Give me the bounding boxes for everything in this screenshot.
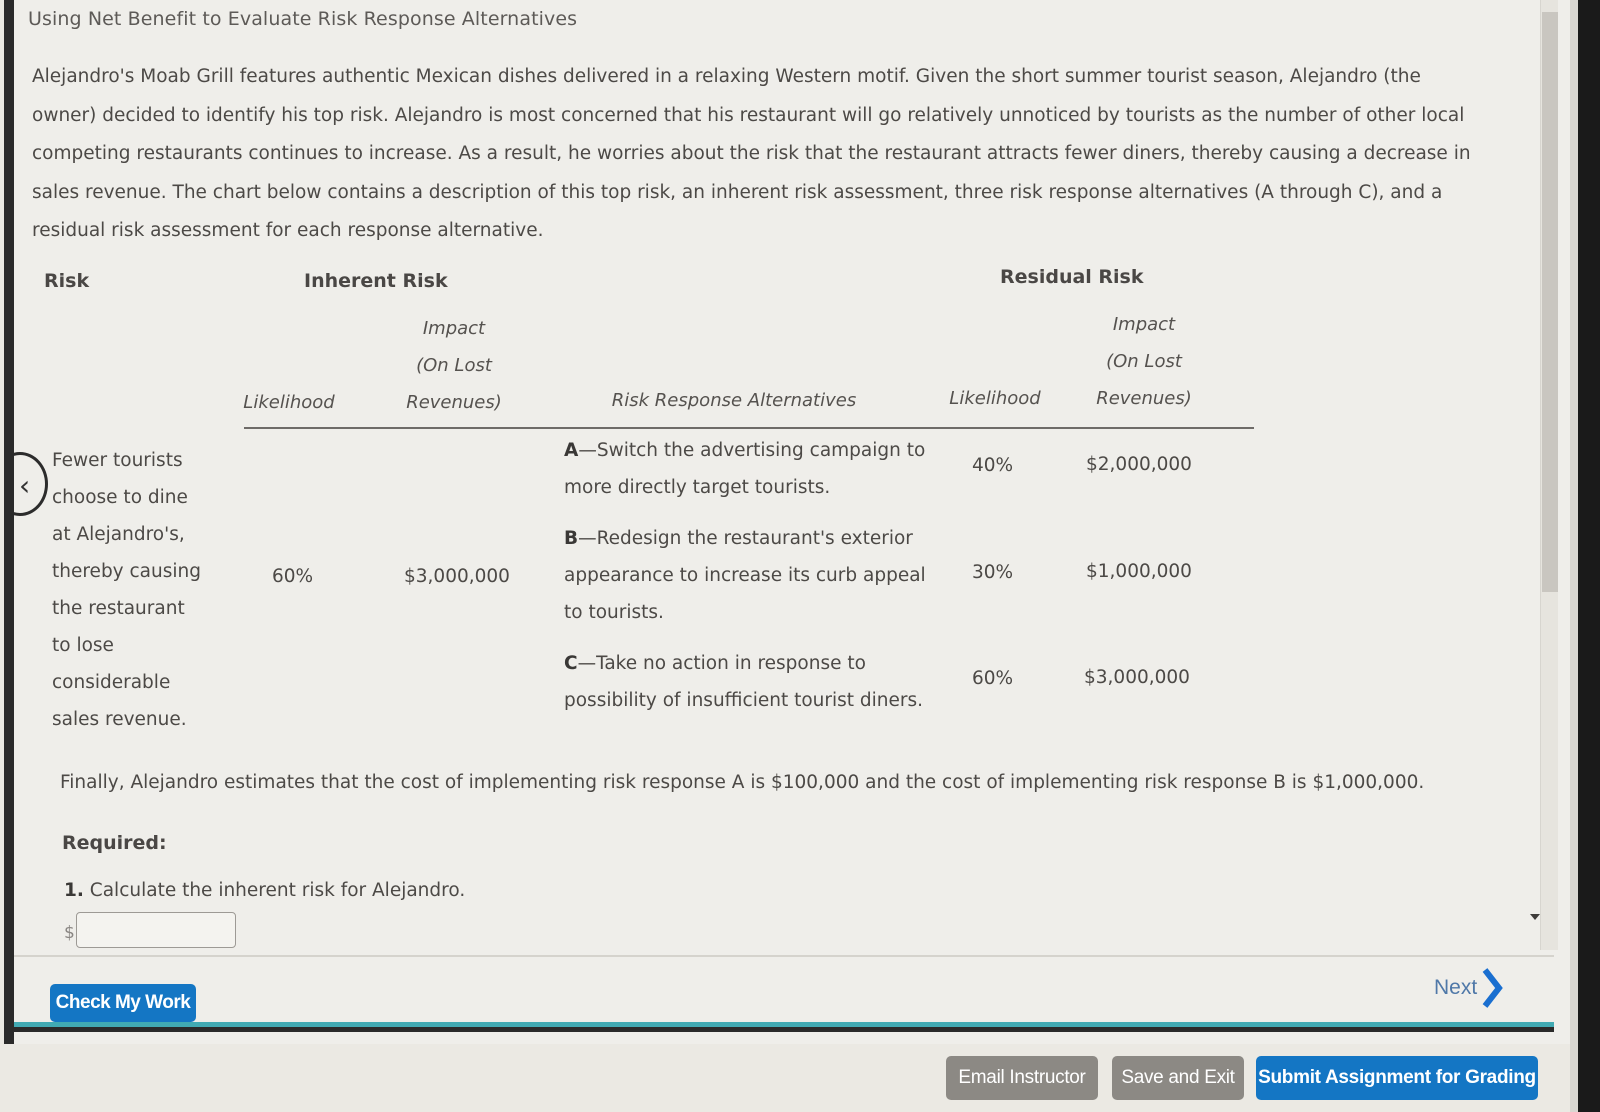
alt-text: Switch the advertising campaign to bbox=[596, 440, 926, 461]
question-number: 1. bbox=[64, 880, 84, 901]
header-residual-risk: Residual Risk bbox=[1000, 266, 1144, 288]
header-residual-impact bbox=[1084, 306, 1204, 417]
inherent-risk-answer-input[interactable] bbox=[76, 912, 236, 948]
submit-assignment-button[interactable]: Submit Assignment for Grading bbox=[1256, 1056, 1538, 1100]
header-text: Impact bbox=[422, 318, 486, 339]
next-button[interactable] bbox=[1434, 968, 1503, 1008]
risk-line: thereby causing bbox=[52, 561, 201, 582]
risk-line: choose to dine bbox=[52, 487, 188, 508]
question-1 bbox=[64, 880, 465, 901]
scrollbar-thumb[interactable] bbox=[1542, 12, 1558, 592]
alt-line: more directly target tourists. bbox=[564, 477, 831, 498]
alt-dash: — bbox=[577, 653, 597, 674]
next-label: Next bbox=[1434, 976, 1478, 999]
header-text: Revenues) bbox=[1096, 388, 1192, 409]
screen-bezel-left bbox=[0, 0, 14, 1062]
alt-dash: — bbox=[578, 440, 597, 461]
alt-c-impact: $3,000,000 bbox=[1084, 667, 1190, 688]
risk-line: considerable bbox=[52, 672, 171, 693]
intro-line: Alejandro's Moab Grill features authentic Mexican dishes delivered in a relaxing Western motif. Given the short summer tourist season, Alejandro (the bbox=[32, 66, 1421, 87]
problem-scroll-pane bbox=[14, 0, 1554, 956]
alt-letter: A bbox=[564, 440, 579, 461]
pane-divider bbox=[14, 955, 1554, 957]
risk-line: Fewer tourists bbox=[52, 450, 183, 471]
previous-button[interactable] bbox=[14, 452, 48, 516]
alt-line bbox=[564, 432, 944, 469]
intro-line: residual risk assessment for each response alternative. bbox=[32, 220, 544, 241]
alt-text: Take no action in response to bbox=[596, 653, 866, 674]
alt-c-likelihood: 60% bbox=[972, 668, 1014, 689]
risk-line: at Alejandro's, bbox=[52, 524, 185, 545]
footer-accent-bar bbox=[14, 1022, 1554, 1032]
alt-line bbox=[564, 520, 944, 557]
alt-dash: — bbox=[578, 528, 597, 549]
inherent-impact-value: $3,000,000 bbox=[404, 566, 510, 587]
alt-line: possibility of insufficient tourist diners. bbox=[564, 690, 924, 711]
alternative-c bbox=[564, 645, 944, 719]
header-divider bbox=[244, 427, 1254, 429]
alt-text: Redesign the restaurant's exterior bbox=[596, 528, 913, 549]
alt-b-impact: $1,000,000 bbox=[1086, 561, 1192, 582]
header-alternatives: Risk Response Alternatives bbox=[611, 390, 857, 411]
header-inherent-likelihood: Likelihood bbox=[243, 392, 335, 413]
risk-line: sales revenue. bbox=[52, 709, 187, 730]
intro-line: competing restaurants continues to increase. As a result, he worries about the risk that the restaurant attracts fewer diners, thereby causing a decrease in bbox=[32, 143, 1471, 164]
header-residual-likelihood: Likelihood bbox=[949, 388, 1041, 409]
header-text: Revenues) bbox=[406, 392, 502, 413]
header-inherent-impact bbox=[394, 310, 514, 421]
problem-intro bbox=[32, 58, 1532, 251]
risk-line: to lose bbox=[52, 635, 114, 656]
risk-line: the restaurant bbox=[52, 598, 185, 619]
scroll-down-arrow-icon[interactable] bbox=[1530, 914, 1540, 920]
alt-a-likelihood: 40% bbox=[972, 455, 1014, 476]
alternative-b bbox=[564, 520, 944, 631]
question-text: Calculate the inherent risk for Alejandro. bbox=[89, 880, 466, 901]
page-title: Using Net Benefit to Evaluate Risk Response Alternatives bbox=[28, 8, 578, 30]
currency-prefix: $ bbox=[64, 923, 75, 943]
alt-line: to tourists. bbox=[564, 602, 664, 623]
screen-bezel-right bbox=[1570, 0, 1600, 1112]
intro-line: sales revenue. The chart below contains a description of this top risk, an inherent risk assessment, three risk response alternatives (A through C), and a bbox=[32, 181, 1443, 203]
header-text: (On Lost bbox=[1106, 351, 1182, 372]
check-my-work-button[interactable]: Check My Work bbox=[50, 984, 196, 1022]
alternative-a bbox=[564, 432, 944, 506]
header-risk: Risk bbox=[44, 270, 90, 292]
save-and-exit-button[interactable]: Save and Exit bbox=[1112, 1056, 1244, 1100]
header-text: (On Lost bbox=[416, 355, 492, 376]
alt-letter: B bbox=[564, 528, 579, 549]
cost-statement: Finally, Alejandro estimates that the cost of implementing risk response A is $100,000 and the cost of implementing risk response B is $1,000,000. bbox=[60, 772, 1425, 793]
chevron-left-icon: ‹ bbox=[19, 469, 31, 502]
chevron-right-icon bbox=[1481, 968, 1503, 1008]
risk-description bbox=[52, 442, 232, 738]
alt-b-likelihood: 30% bbox=[972, 562, 1014, 583]
alt-line bbox=[564, 645, 944, 682]
alt-a-impact: $2,000,000 bbox=[1086, 454, 1192, 475]
required-label: Required: bbox=[62, 832, 167, 854]
intro-line: owner) decided to identify his top risk. Alejandro is most concerned that his restaurant will go relatively unnoticed by tourists as the number of other local bbox=[32, 104, 1465, 126]
inherent-likelihood-value: 60% bbox=[272, 566, 314, 587]
alt-line: appearance to increase its curb appeal bbox=[564, 565, 926, 586]
assignment-frame bbox=[14, 0, 1570, 1048]
header-text: Impact bbox=[1112, 314, 1176, 335]
alt-letter: C bbox=[564, 653, 578, 674]
email-instructor-button[interactable]: Email Instructor bbox=[946, 1056, 1098, 1100]
header-inherent-risk: Inherent Risk bbox=[304, 270, 448, 292]
